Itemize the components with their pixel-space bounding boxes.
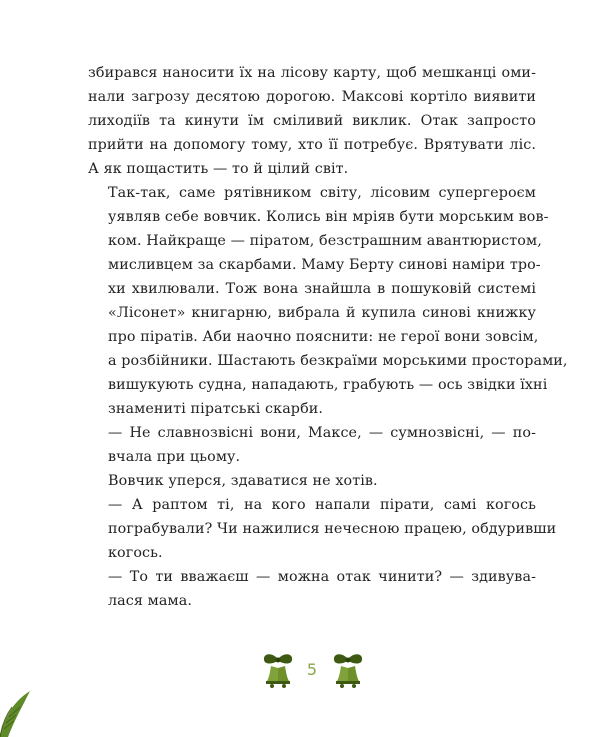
paragraph: [88, 421, 536, 469]
text-line: — А раптом ті, на кого напали пірати, самі когось: [108, 497, 536, 513]
text-line: лиходіїв та кинути їм сміливий виклик. Отак запросто: [88, 113, 536, 129]
text-line: — Не славнозвісні вони, Максе, — сумнозвісні, — по-: [108, 425, 536, 441]
text-line: когось.: [108, 545, 163, 561]
text-line: Вовчик уперся, здаватися не хотів.: [108, 473, 378, 489]
text-line: мисливцем за скарбами. Маму Берту синові наміри тро-: [108, 257, 541, 273]
paragraph: [88, 493, 557, 565]
page-number: 5: [306, 660, 318, 679]
text-line: знамениті піратські скарби.: [108, 401, 324, 417]
text-line: уявляв себе вовчик. Колись він мріяв бути морським вов-: [108, 209, 549, 225]
text-line: А як пощастить — то й цілий світ.: [88, 161, 349, 177]
text-line: — То ти вважаєш — можна отак чинити? — здивува-: [108, 569, 536, 585]
leaf-corner-icon: [0, 677, 36, 737]
text-line: хи хвилювали. Тож вона знайшла в пошуковій системі: [108, 281, 536, 297]
paragraph: [88, 565, 536, 613]
text-line: а розбійники. Шастають безкраїми морськими просторами,: [108, 353, 568, 369]
bow-bell-ornament-icon: [258, 650, 298, 690]
text-line: пограбували? Чи нажилися нечесною працею, обдуривши: [108, 521, 557, 537]
body-text: [88, 61, 568, 613]
text-line: «Лісонет» книгарню, вибрала й купила синові книжку: [108, 305, 536, 321]
paragraph: [88, 61, 536, 181]
text-line: вчала при цьому.: [108, 449, 241, 465]
text-line: про піратів. Аби наочно пояснити: не герої вони зовсім,: [108, 329, 539, 345]
text-line: вишукують судна, нападають, грабують — ось звідки їхні: [108, 377, 548, 393]
text-line: Так-так, саме рятівником світу, лісовим супергероєм: [108, 185, 536, 201]
text-line: лася мама.: [108, 593, 193, 609]
bow-bell-ornament-icon: [328, 650, 368, 690]
paragraph: [88, 469, 536, 493]
page-footer: [0, 648, 600, 692]
paragraph: [88, 181, 568, 421]
text-line: збирався наносити їх на лісову карту, щоб мешканці оми-: [88, 65, 536, 81]
text-line: прийти на допомогу тому, хто її потребує. Врятувати ліс.: [88, 137, 536, 153]
text-line: нали загрозу десятою дорогою. Максові кортіло виявити: [88, 89, 536, 105]
text-line: ком. Найкраще — піратом, безстрашним авантюристом,: [108, 233, 542, 249]
